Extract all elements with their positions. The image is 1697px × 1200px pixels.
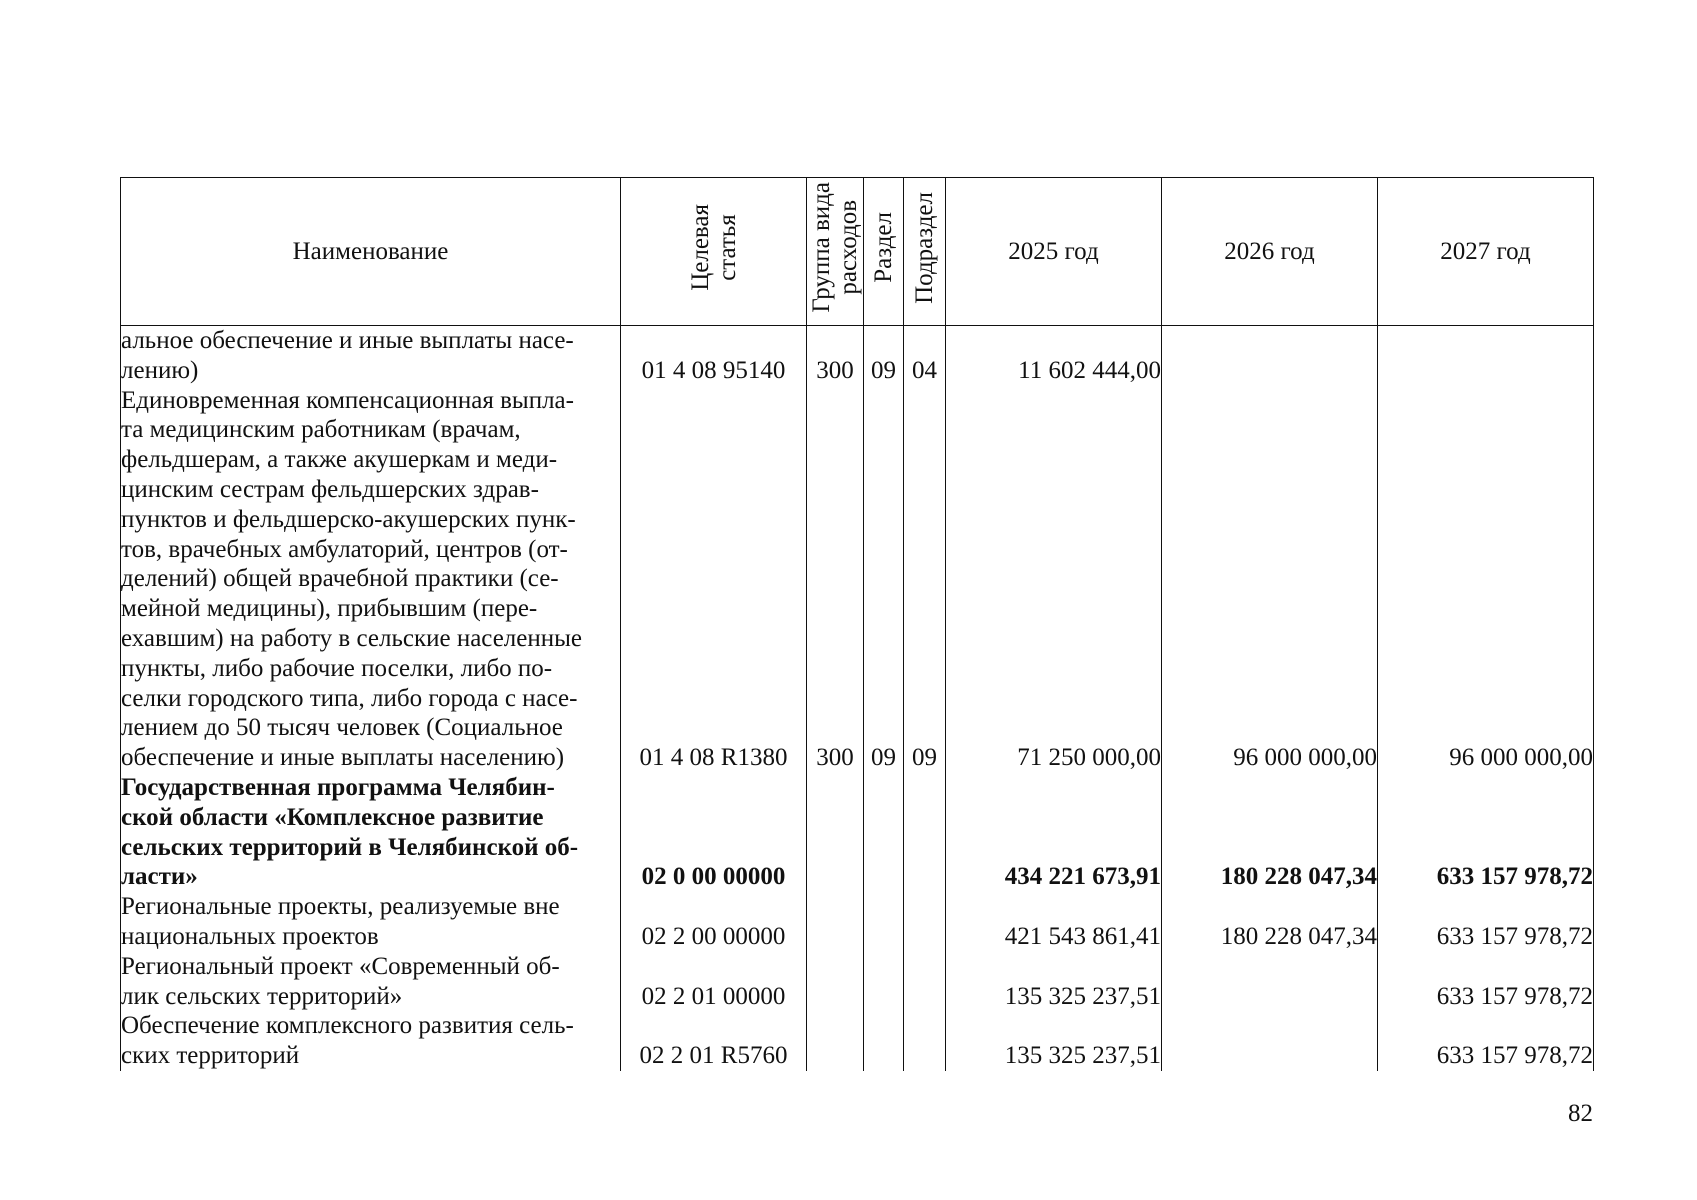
row-section: 09 — [864, 326, 904, 386]
row-subsection — [904, 1011, 946, 1071]
row-name: Региональные проекты, реализуемые вне национальных проектов — [121, 892, 621, 952]
row-name-text: альное обеспечение и иные выплаты насе- лению) — [121, 327, 574, 384]
row-name: Единовременная компенсационная выпла- та медицинским работникам (врачам, фельдшерам, а также акушеркам и меди- цинским сестрам фельдшерских здрав- пунктов и фельдшерско-акушерских пунк- тов, врачебных амбулаторий, центров (от- делений) общей врачебной практики (се- мейной медицины), прибывшим (пере- ехавшим) на работу в сельские населенные пункты, либо рабочие поселки, либо по- селки городского типа, либо города с насе- лением до 50 тысяч человек (Социальное обеспечение и иные выплаты населению) — [121, 386, 621, 773]
row-name — [121, 326, 621, 386]
row-2026 — [1162, 1011, 1378, 1071]
table-header-row — [121, 178, 1594, 326]
table-row — [121, 952, 1594, 1012]
row-2026 — [1162, 952, 1378, 1012]
row-name: Государственная программа Челябин- ской области «Комплексное развитие сельских территорий в Челябинской об- ласти» — [121, 773, 621, 892]
header-2026: 2026 год — [1162, 178, 1378, 326]
row-section — [864, 773, 904, 892]
row-2027: 633 157 978,72 — [1378, 892, 1594, 952]
header-target — [621, 178, 807, 326]
table-row — [121, 386, 1594, 773]
header-subsection-label: Подраздел — [911, 191, 938, 304]
header-expense-group-label: Группа вида расходов — [808, 182, 862, 313]
row-section — [864, 892, 904, 952]
row-2027: 96 000 000,00 — [1378, 386, 1594, 773]
row-group — [807, 773, 864, 892]
row-2025: 11 602 444,00 — [946, 326, 1162, 386]
row-2025: 71 250 000,00 — [946, 386, 1162, 773]
table-row — [121, 773, 1594, 892]
row-2026 — [1162, 326, 1378, 386]
row-2026: 96 000 000,00 — [1162, 386, 1378, 773]
header-2025: 2025 год — [946, 178, 1162, 326]
row-subsection — [904, 773, 946, 892]
row-group — [807, 892, 864, 952]
row-group: 300 — [807, 326, 864, 386]
table-row — [121, 892, 1594, 952]
row-2027: 633 157 978,72 — [1378, 773, 1594, 892]
row-group — [807, 952, 864, 1012]
row-2027: 633 157 978,72 — [1378, 1011, 1594, 1071]
row-group — [807, 1011, 864, 1071]
table-row — [121, 1011, 1594, 1071]
row-2027: 633 157 978,72 — [1378, 952, 1594, 1012]
header-subsection — [904, 178, 946, 326]
budget-table — [120, 177, 1594, 1071]
row-target: 02 0 00 00000 — [621, 773, 807, 892]
row-section: 09 — [864, 386, 904, 773]
row-2025: 135 325 237,51 — [946, 952, 1162, 1012]
page-number: 82 — [1568, 1100, 1593, 1127]
header-expense-group — [807, 178, 864, 326]
row-2026: 180 228 047,34 — [1162, 773, 1378, 892]
row-subsection — [904, 952, 946, 1012]
row-subsection: 09 — [904, 386, 946, 773]
header-2027: 2027 год — [1378, 178, 1594, 326]
row-2026: 180 228 047,34 — [1162, 892, 1378, 952]
row-target: 02 2 01 00000 — [621, 952, 807, 1012]
row-subsection: 04 — [904, 326, 946, 386]
row-target: 02 2 01 R5760 — [621, 1011, 807, 1071]
row-target: 01 4 08 R1380 — [621, 386, 807, 773]
row-target: 01 4 08 95140 — [621, 326, 807, 386]
header-section-label: Раздел — [870, 212, 897, 283]
table-row — [121, 326, 1594, 386]
row-name: Обеспечение комплексного развития сель- ских территорий — [121, 1011, 621, 1071]
header-name: Наименование — [121, 178, 621, 326]
row-2027 — [1378, 326, 1594, 386]
row-name: Региональный проект «Современный об- лик сельских территорий» — [121, 952, 621, 1012]
row-section — [864, 952, 904, 1012]
row-group: 300 — [807, 386, 864, 773]
row-subsection — [904, 892, 946, 952]
row-2025: 421 543 861,41 — [946, 892, 1162, 952]
header-target-label: Целевая статья — [686, 204, 741, 291]
row-target: 02 2 00 00000 — [621, 892, 807, 952]
row-section — [864, 1011, 904, 1071]
header-section — [864, 178, 904, 326]
row-2025: 135 325 237,51 — [946, 1011, 1162, 1071]
row-2025: 434 221 673,91 — [946, 773, 1162, 892]
